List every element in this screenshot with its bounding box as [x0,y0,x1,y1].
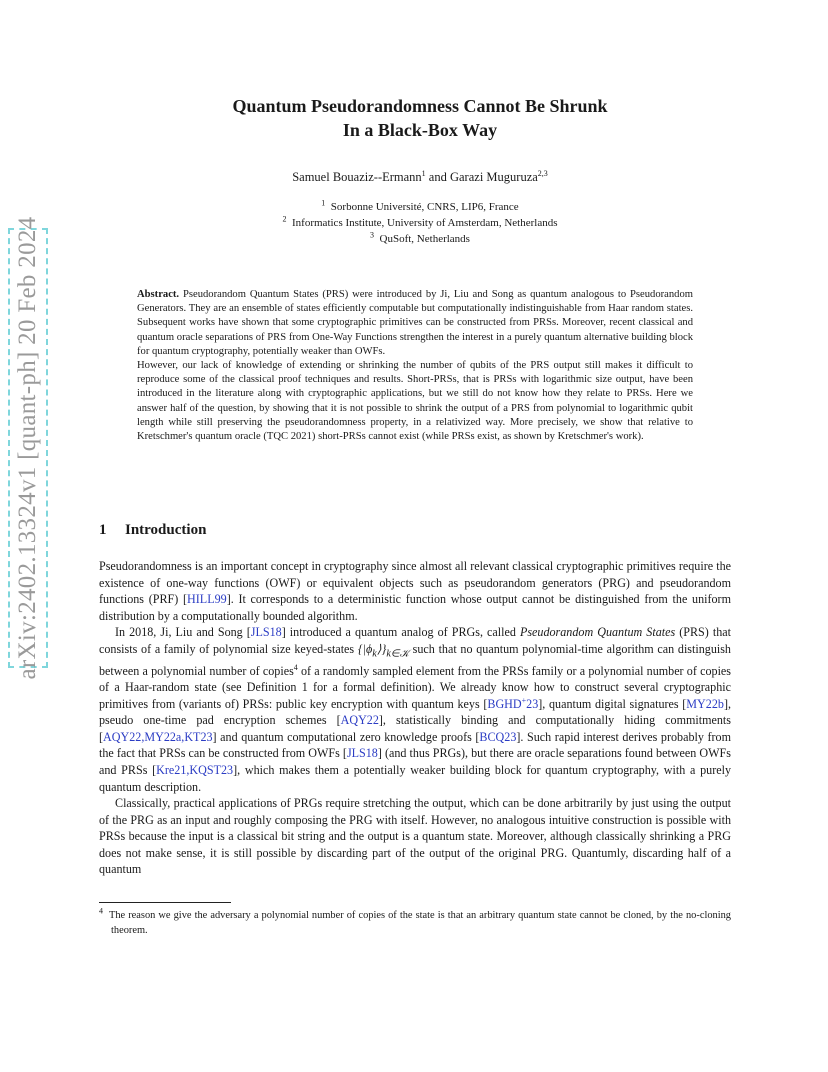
affiliation-sup: 2 [282,214,287,224]
footnote-body [99,908,731,938]
text-span: Pseudorandomness is an important concept in cryptography since almost all relevant classical cryptographic primitives require the existence of one-way functions (OWF) or equivalent objects such as pseudorandom generators (PRG) and pseudorandom functions (PRF) [ [99,559,731,607]
citation-link[interactable] [487,697,538,711]
affiliation-sup: 3 [370,230,375,240]
affiliations [120,199,720,247]
affiliation-2 [120,215,720,231]
math-part: ⟩} [376,641,387,656]
author-2-sup: 2,3 [537,168,548,178]
math-sub: k [372,648,377,660]
citation-link[interactable]: JLS18 [346,746,378,761]
math-sub: k∈𝒦 [386,648,409,660]
section-title: Introduction [125,522,207,538]
footnote-marker[interactable]: 4 [293,662,298,672]
text-span: ] (and thus PRGs), but there are oracle separations found between OWFs and PRSs [ [99,746,731,777]
title-line-2: In a Black-Box Way [342,120,498,140]
text-span: In 2018, Ji, Liu and Song [ [115,625,251,640]
affiliation-text: Sorbonne Université, CNRS, LIP6, France [330,201,519,213]
math-part: {|ϕ [357,641,373,656]
paper-title [120,94,720,142]
text-span: (PRS) that consists of a family of polynomial size keyed-states [99,625,731,656]
citation-link[interactable]: MY22b [686,696,724,711]
citation-link[interactable]: AQY22 [340,713,379,728]
section-number: 1 [99,522,107,538]
affiliation-sup: 1 [321,198,326,208]
footnote-rule [99,902,231,903]
abstract-text-1: Pseudorandom Quantum States (PRS) were introduced by Ji, Liu and Song as quantum analogous to Pseudorandom Generators. They are an ensemble of states efficiently computable but computationally indistinguishable from Haar random states. Subsequent works have shown that some cryptographic primitives can be constructed from PRSs. Moreover, recent classical and quantum oracle separations of PRS from One-Way Functions strengthen the interest in a purely quantum alternative building block for quantum cryptography, potentially weaker than OWFs. [137,289,694,357]
footnote-text: The reason we give the adversary a polynomial number of copies of the state is that an arbitrary quantum state cannot be cloned, by the no-cloning theorem. [108,910,731,936]
abstract-paragraph-1 [137,288,693,359]
text-span: ], statistically binding and computationally hiding commitments [ [99,713,732,744]
text-span: of a randomly sampled element from the PRSs family or a polynomial number of copies of a Haar-random state (see Definition 1 for a formal definition). We already know how to construct several cryptographic primitives from (variants of) PRSs: public key encryption with quantum keys [ [99,663,732,711]
citation-text: 23 [526,696,539,711]
text-span: ]. It corresponds to a deterministic function whose output cannot be distinguished from the uniform distribution by a computationally bounded algorithm. [99,592,731,623]
citation-link[interactable]: Kre21,KQST23 [156,762,234,777]
text-span: ], pseudo one-time pad encryption schemes [ [99,696,731,728]
body-text [99,558,731,878]
arxiv-stamp: arXiv:2402.13324v1 [quant-ph] 20 Feb 2024 [8,228,48,668]
citation-link[interactable]: AQY22,MY22a,KT23 [103,729,213,744]
affiliation-3 [120,231,720,247]
body-paragraph-1 [99,558,731,624]
abstract [137,288,693,444]
body-paragraph-2 [99,624,731,795]
text-span: ]. Such rapid interest derives probably from the fact that PRSs can be constructed from OWFs [ [99,729,731,761]
text-span: such that no quantum polynomial-time algorithm can distinguish between a polynomial number of copies [99,641,731,678]
citation-link[interactable]: JLS18 [250,625,282,640]
text-span: ] and quantum computational zero knowledge proofs [ [212,729,480,744]
math-keyed-states [357,641,409,660]
affiliation-text: Informatics Institute, University of Amsterdam, Netherlands [292,217,558,229]
authors-and: and [425,170,450,184]
affiliation-1 [120,199,720,215]
title-line-1: Quantum Pseudorandomness Cannot Be Shrunk [232,96,608,116]
citation-sup: + [521,695,527,705]
affiliation-text: QuSoft, Netherlands [379,233,470,245]
abstract-paragraph-2: However, our lack of knowledge of extending or shrinking the number of qubits of the PRS output still makes it difficult to reproduce some of the classical proof techniques and results. Short-PRSs, that is PRSs with logarithmic size output, have been introduced in the literature along with cryptographic applications, but we still do not know how they relate to PRSs. Here we answer half of the question, by showing that it is not possible to shrink the output of a PRS from polynomial to logarithmic qubit length while still preserving the pseudorandomness property, in a relativized way. More precisely, we show that relative to Kretschmer's quantum oracle (TQC 2021) short-PRSs cannot exist (while PRSs exist, as shown by Kretschmer's work). [137,360,693,443]
citation-text: BGHD [487,696,522,711]
text-span: ], which makes them a potentially weaker building block for quantum cryptography, with a purely quantum description. [99,762,731,794]
section-heading [99,522,206,539]
abstract-heading: Abstract. [137,289,180,300]
body-paragraph-3: Classically, practical applications of PRGs require stretching the output, which can be done arbitrarily by just using the output of the PRG as an input and roughly composing the PRG with itself. However, no analogous intuitive construction is possible with PRSs because the input is a classical bit string and the output is a quantum state. Moreover, although classically shrinking a PRG does not make sense, it is still possible by discarding part of the output of the original PRG. Quantumly, discarding half of a quantum [99,796,731,877]
footnote-number: 4 [99,906,103,916]
emphasis-term: Pseudorandom Quantum States [519,625,676,640]
author-2: Garazi Muguruza [449,170,538,184]
authors [120,170,720,185]
text-span: ] introduced a quantum analog of PRGs, called [281,625,520,640]
text-span: ], quantum digital signatures [ [538,696,687,711]
citation-link[interactable]: HILL99 [187,592,227,607]
author-1-sup: 1 [421,168,426,178]
citation-link[interactable]: BCQ23 [479,729,517,744]
author-1: Samuel Bouaziz--Ermann [292,170,422,184]
footnote [99,908,731,938]
